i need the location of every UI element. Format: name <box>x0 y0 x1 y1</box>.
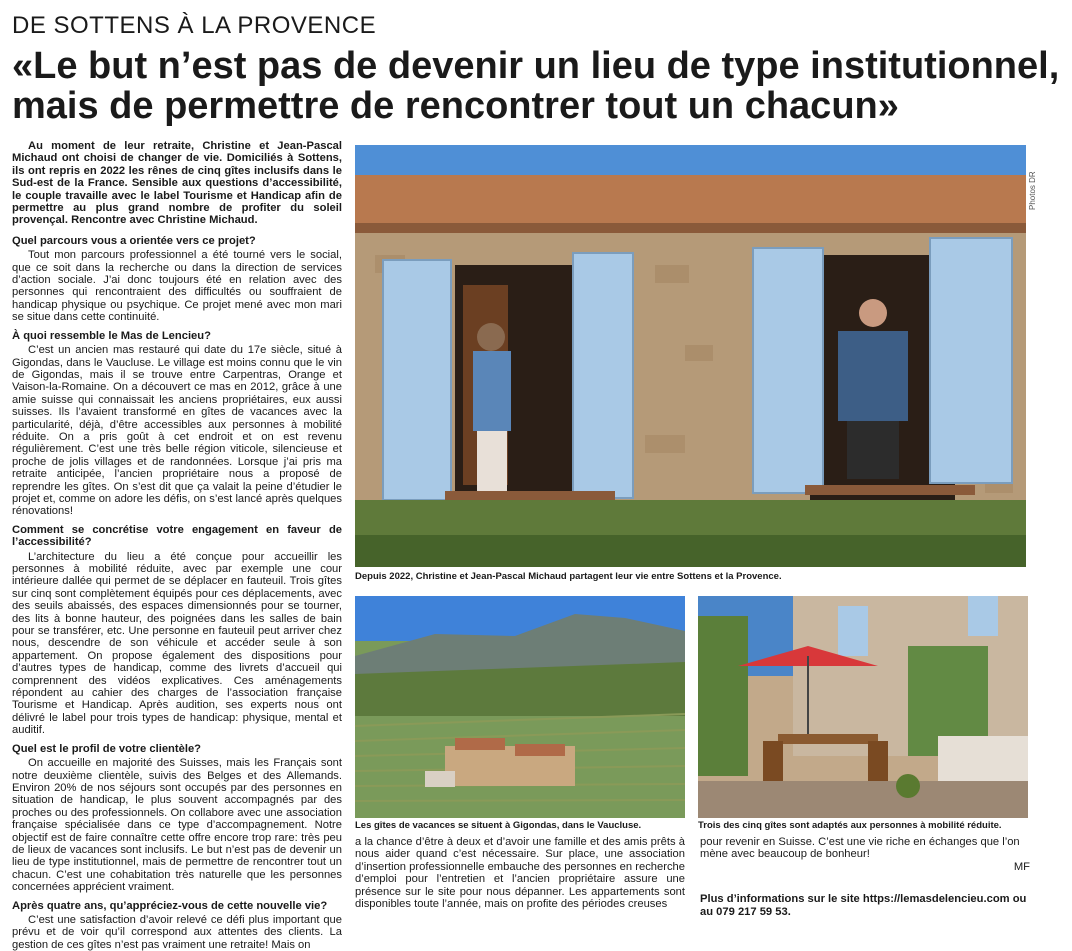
question-1: Quel parcours vous a orientée vers ce projet? <box>12 234 256 247</box>
author-signature: MF <box>1013 860 1030 873</box>
terrace-photo <box>698 596 1028 818</box>
article-headline: «Le but n’est pas de devenir un lieu de type institutionnel, mais de permettre de rencontrer tout un chacun» <box>12 45 1060 127</box>
answer-4: On accueille en majorité des Suisses, mais les Français sont notre deuxième clientèle, suivis des Belges et des Allemands. Environ 20% de nos séjours sont occupés par des personnes en situation de handicap, le plus souvent accompagnés par des proches ou des professionnels. On collabore avec une association française spécialisée dans ce type d’accompagnement. Notre objectif est de faire connaître cette offre encore trop rare: très peu de lieux de vacances sont inclusifs. Le but n’est pas de devenir un lieu de type institutionnel, mais de permettre de rencontrer tout un chacun. C’est une cohabitation très naturelle que les personnes concernées apprécient vraiment. <box>12 757 342 894</box>
main-photo-caption: Depuis 2022, Christine et Jean-Pascal Michaud partagent leur vie entre Sottens et la Provence. <box>355 571 782 582</box>
question-3: Comment se concrétise votre engagement en faveur de l’accessibilité? <box>12 523 342 549</box>
article-kicker: DE SOTTENS À LA PROVENCE <box>12 12 377 39</box>
terrace-photo-caption: Trois des cinq gîtes sont adaptés aux personnes à mobilité réduite. <box>698 820 1002 831</box>
main-photo <box>355 145 1026 567</box>
more-info: Plus d’informations sur le site https://lemasdelencieu.com ou au 079 217 59 53. <box>700 893 1027 918</box>
landscape-photo <box>355 596 685 818</box>
article-middle-column: a la chance d’être à deux et d’avoir une famille et des amis prêts à nous aider quand c’est nécessaire. Sur place, une association d’insertion professionnelle embauche des personnes en recherche d’emploi pour l’entretien et l’ancien propriétaire assure une présence sur le site pour nous dépanner. Les appartements sont disponibles toute l’année, mais on profite des périodes creuses <box>355 836 685 911</box>
answer-5: C’est une satisfaction d’avoir relevé ce défi plus important que prévu et de voir qu’il correspond aux attentes des clients. La gestion de ces gîtes n’est pas vraiment une retraite! Mais on <box>12 913 342 951</box>
question-5: Après quatre ans, qu’appréciez-vous de cette nouvelle vie? <box>12 899 328 912</box>
answer-2: C’est un ancien mas restauré qui date du 17e siècle, situé à Gigondas, dans le Vaucluse. Le village est moins connu que le vin de Gigondas, mais il se trouve entre Carpentras, Orange et Vaison-la-Romaine. On a découvert ce mas en 2012, grâce à une amie suisse qui connaissait les anciens propriétaires, eux aussi suisses. Ils l’avaient transformé en gîtes de vacances avec la particularité, déjà, d’être accessibles aux personnes à mobilité réduite. On a pris goût à cet endroit et on est revenu régulièrement. C’est une très belle région viticole, silencieuse et proche de jolis villages et de randonnées. Lorsque j’ai pris ma retraite anticipée, l’ancien propriétaire nous a proposé de reprendre les gîtes. On s’est dit que ça valait la peine d’étudier le projet et, comme on adore les défis, on s’est lancé après quelques rénovations! <box>12 344 342 518</box>
article-right-column <box>700 836 1030 918</box>
answer-1: Tout mon parcours professionnel a été tourné vers le social, que ce soit dans la recherche ou dans la direction de services d’action sociale. J’ai donc toujours été en relation avec des personnes qui rencontraient des difficultés ou souffraient de handicap physique ou psychique. Ce projet mené avec mon mari se situe dans cette continuité. <box>12 249 342 324</box>
article-intro: Au moment de leur retraite, Christine et Jean-Pascal Michaud ont choisi de changer de vie. Domiciliés à Sottens, ils ont repris en 2022 les rênes de cinq gîtes inclusifs dans le Sud-est de la France. Sensible aux questions d’accessibilité, le couple travaille avec le label Tourisme et Handicap afin de permettre au plus grand nombre de profiter du soleil provençal. Rencontre avec Christine Michaud. <box>12 140 342 227</box>
landscape-photo-caption: Les gîtes de vacances se situent à Gigondas, dans le Vaucluse. <box>355 820 642 831</box>
question-2: À quoi ressemble le Mas de Lencieu? <box>12 329 211 342</box>
answer-3: L’architecture du lieu a été conçue pour accueillir les personnes à mobilité réduite, avec par exemple une cour intérieure dallée qui permet de se déplacer en fauteuil. Trois gîtes sur cinq sont complètement équipés pour ces déplacements, avec des seuils abaissés, des espaces dimensionnés pour se tourner, des lits à bonne hauteur, des poignées dans les salles de bain pour se transférer, etc. Une personne en fauteuil peut arriver chez nous, descendre de son véhicule et accéder seule à son appartement. On propose également des dispositions pour d’autres types de handicap, comme des livrets d’accueil qui comprennent des vidéos explicatives. Ces aménagements répondent au cahier des charges de l’association française Tourisme et Handicap. Après audition, ses experts nous ont délivré le label pour trois types de handicap: physique, mental et auditif. <box>12 550 342 737</box>
photo-credit: Photos DR <box>1028 171 1037 210</box>
question-4: Quel est le profil de votre clientèle? <box>12 742 201 755</box>
article-closing-text: pour revenir en Suisse. C’est une vie riche en échanges que l’on mène avec beaucoup de bonheur! <box>700 836 1020 861</box>
article-left-column <box>12 140 342 951</box>
